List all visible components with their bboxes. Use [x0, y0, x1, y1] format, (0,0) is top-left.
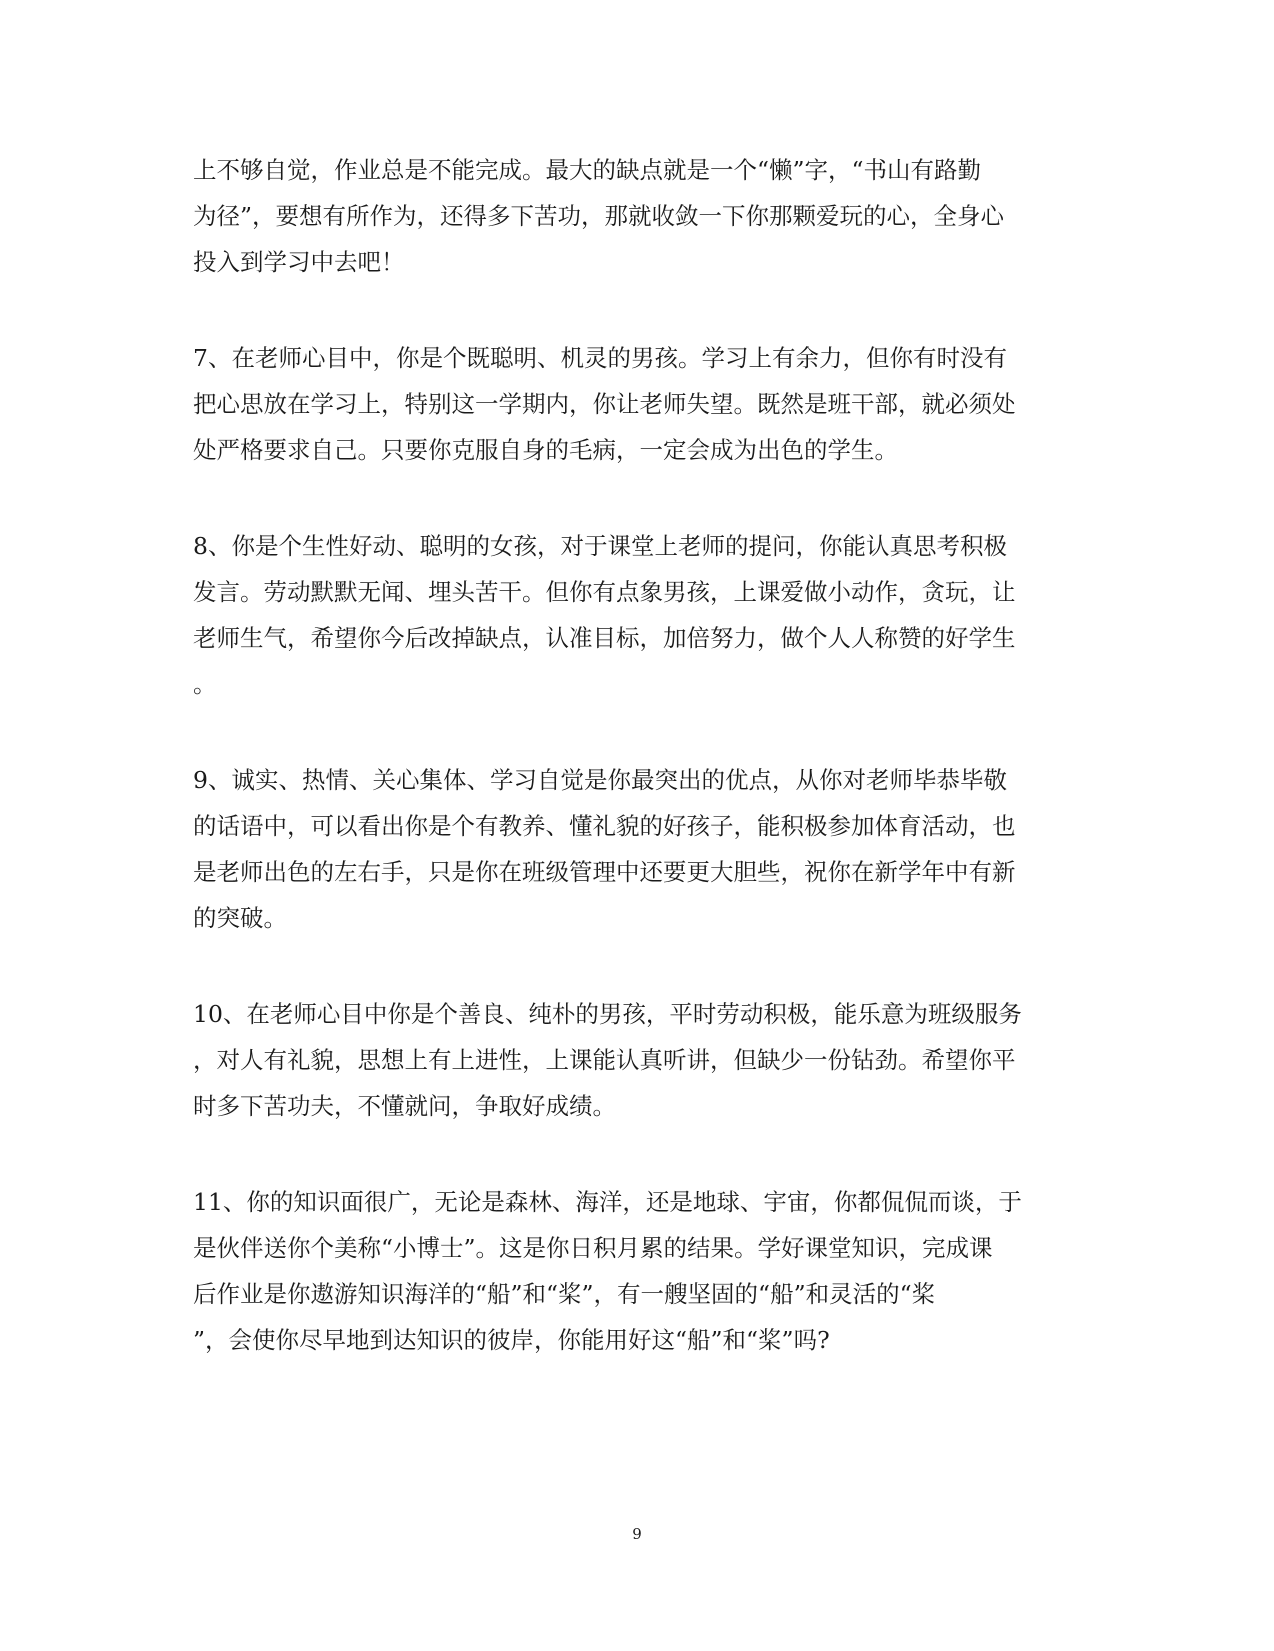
paragraph-line: 10、在老师心目中你是个善良、纯朴的男孩，平时劳动积极，能乐意为班级服务	[193, 1000, 1022, 1028]
paragraph-line: 8、你是个生性好动、聪明的女孩，对于课堂上老师的提问，你能认真思考积极	[193, 532, 1007, 560]
paragraph-line: 发言。劳动默默无闻、埋头苦干。但你有点象男孩，上课爱做小动作，贪玩，让	[193, 578, 1016, 606]
paragraph-line: 上不够自觉，作业总是不能完成。最大的缺点就是一个“懒”字，“书山有路勤	[193, 156, 982, 184]
paragraph-line: ，对人有礼貌，思想上有上进性，上课能认真听讲，但缺少一份钻劲。希望你平	[193, 1046, 1016, 1074]
paragraph-line: 后作业是你遨游知识海洋的“船”和“桨”，有一艘坚固的“船”和灵活的“桨	[193, 1280, 936, 1308]
paragraph-line: 老师生气，希望你今后改掉缺点，认准目标，加倍努力，做个人人称赞的好学生	[193, 624, 1016, 652]
paragraph-line: 把心思放在学习上，特别这一学期内，你让老师失望。既然是班干部，就必须处	[193, 390, 1016, 418]
paragraph-line: 处严格要求自己。只要你克服自身的毛病，一定会成为出色的学生。	[193, 436, 898, 464]
paragraph-line: 投入到学习中去吧！	[193, 248, 405, 276]
paragraph-line: 的突破。	[193, 904, 287, 932]
paragraph-line: 是伙伴送你个美称“小博士”。这是你日积月累的结果。学好课堂知识，完成课	[193, 1234, 993, 1262]
paragraph-line: 是老师出色的左右手，只是你在班级管理中还要更大胆些，祝你在新学年中有新	[193, 858, 1016, 886]
paragraph-line: 7、在老师心目中，你是个既聪明、机灵的男孩。学习上有余力，但你有时没有	[193, 344, 1007, 372]
paragraph-line: 11、你的知识面很广，无论是森林、海洋，还是地球、宇宙，你都侃侃而谈，于	[193, 1188, 1022, 1216]
paragraph-line: 为径”，要想有所作为，还得多下苦功，那就收敛一下你那颗爱玩的心，全身心	[193, 202, 1005, 230]
paragraph-line: 的话语中，可以看出你是个有教养、懂礼貌的好孩子，能积极参加体育活动，也	[193, 812, 1016, 840]
page-number: 9	[632, 1525, 642, 1543]
paragraph-line: 时多下苦功夫，不懂就问，争取好成绩。	[193, 1092, 616, 1120]
paragraph-line: 。	[193, 670, 217, 698]
paragraph-line: 9、诚实、热情、关心集体、学习自觉是你最突出的优点，从你对老师毕恭毕敬	[193, 766, 1007, 794]
paragraph-line: ”，会使你尽早地到达知识的彼岸，你能用好这“船”和“桨”吗?	[193, 1326, 830, 1354]
